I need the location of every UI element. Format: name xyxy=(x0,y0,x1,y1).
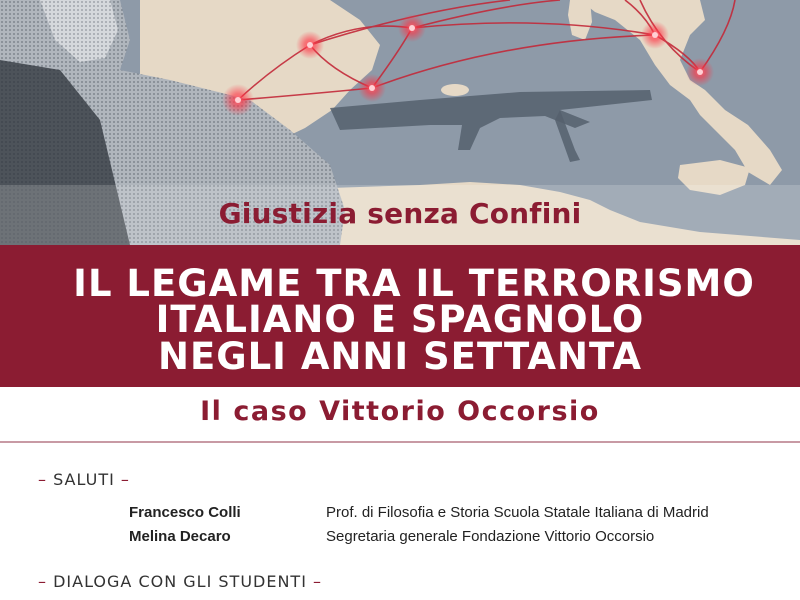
section-label: DIALOGA CON GLI STUDENTI xyxy=(53,572,307,591)
speaker-name: Francesco Colli xyxy=(129,504,241,521)
speaker-role: Prof. di Filosofia e Storia Scuola Statale Italiana di Madrid xyxy=(326,504,709,521)
title-banner xyxy=(0,245,800,387)
section-dash-right: – xyxy=(120,470,130,489)
section-label: SALUTI xyxy=(53,470,115,489)
section-dialoga xyxy=(38,572,322,591)
speaker-name: Melina Decaro xyxy=(129,528,231,545)
speaker-role: Segretaria generale Fondazione Vittorio Occorsio xyxy=(326,528,655,545)
title-line-2: ITALIANO E SPAGNOLO xyxy=(155,298,645,341)
event-kicker: Giustizia senza Confini xyxy=(218,197,582,230)
section-dash-right: – xyxy=(313,572,323,591)
section-dash-left: – xyxy=(38,572,47,591)
section-dash-left: – xyxy=(38,470,47,489)
title-line-3: NEGLI ANNI SETTANTA xyxy=(157,335,643,378)
divider xyxy=(0,441,800,443)
subtitle: Il caso Vittorio Occorsio xyxy=(200,396,600,427)
title-line-1: IL LEGAME TRA IL TERRORISMO xyxy=(73,262,755,305)
section-saluti xyxy=(38,470,130,489)
